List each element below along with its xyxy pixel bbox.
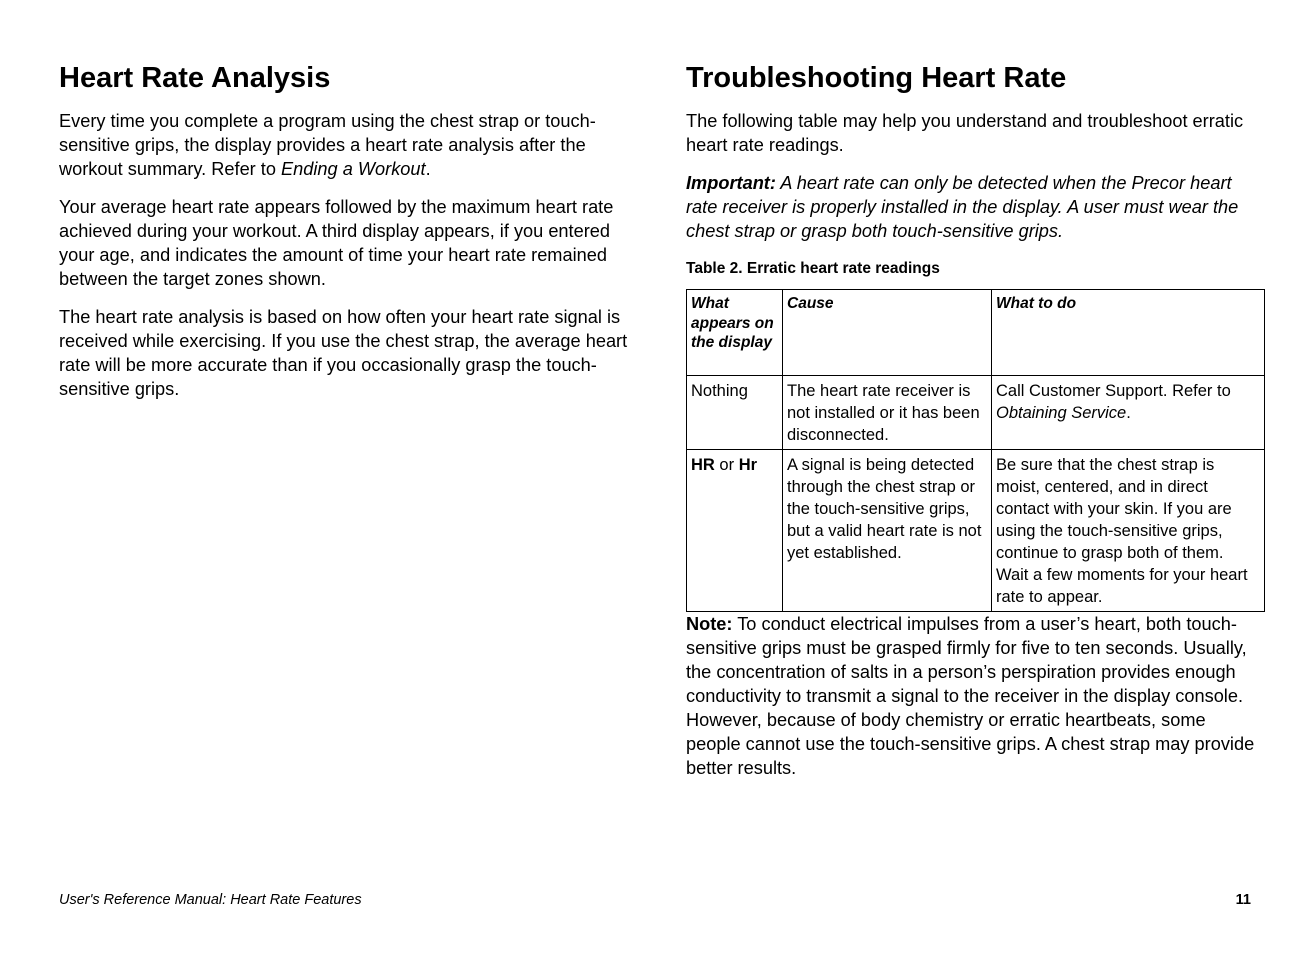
cell-punct: . — [1126, 404, 1131, 422]
cross-reference-obtaining-service: Obtaining Service — [996, 404, 1127, 422]
heading-troubleshooting: Troubleshooting Heart Rate — [686, 62, 1067, 94]
cell-what-to-do — [992, 376, 1265, 450]
table-header-row — [687, 290, 1265, 376]
cell-cause: A signal is being detected through the chest strap or the touch-sensitive grips, but a valid heart rate is not yet established. — [783, 450, 992, 612]
note-paragraph — [686, 612, 1264, 780]
cell-display-nothing: Nothing — [687, 376, 783, 450]
paragraph-troubleshooting-intro: The following table may help you understand and troubleshoot erratic heart rate readings. — [686, 111, 1244, 155]
header-cause: Cause — [783, 290, 992, 376]
header-what-to-do: What to do — [992, 290, 1265, 376]
paragraph-punct: . — [425, 159, 431, 179]
erratic-readings-table — [686, 289, 1265, 612]
page-number: 11 — [1235, 892, 1251, 908]
cell-what-to-do: Be sure that the chest strap is moist, centered, and in direct contact with your skin. If you are using the touch-sensitive grips, continue to grasp both of them. Wait a few moments for your heart rate to appear. — [992, 450, 1265, 612]
heading-heart-rate-analysis: Heart Rate Analysis — [59, 62, 331, 94]
note-text: To conduct electrical impulses from a user’s heart, both touch-sensitive grips must be grasped firmly for five to ten seconds. Usually, the concentration of salts in a person’s perspiration provides enough conductivity to transmit a signal to the receiver in the display console. However, because of body chemistry or erratic heartbeats, some people cannot use the touch-sensitive grips. A chest strap may provide better results. — [686, 614, 1255, 778]
cell-cause: The heart rate receiver is not installed or it has been disconnected. — [783, 376, 992, 450]
cross-reference-ending-a-workout: Ending a Workout — [281, 159, 426, 179]
table-caption: Table 2. Erratic heart rate readings — [686, 260, 940, 277]
paragraph-text: Every time you complete a program using the chest strap or touch-sensitive grips, the display provides a heart rate analysis after the workout summary. Refer to — [59, 111, 596, 179]
display-code-hr-mixed: Hr — [738, 456, 758, 474]
header-what-appears: What appears on the display — [687, 290, 783, 376]
cell-display-hr — [687, 450, 783, 612]
paragraph-analysis-intro — [59, 109, 631, 181]
table-row — [687, 376, 1265, 450]
important-notice — [686, 171, 1264, 243]
footer-title: User's Reference Manual: Heart Rate Features — [59, 892, 362, 908]
right-column — [686, 58, 1264, 794]
display-code-hr-upper: HR — [691, 456, 715, 474]
important-label: Important: — [686, 173, 776, 193]
table-row — [687, 450, 1265, 612]
important-text: A heart rate can only be detected when the Precor heart rate receiver is properly installed in the display. A user must wear the chest strap or grasp both touch-sensitive grips. — [686, 173, 1239, 241]
left-column — [59, 58, 631, 415]
paragraph-average-heart-rate: Your average heart rate appears followed by the maximum heart rate achieved during your workout. A third display appears, if you entered your age, and indicates the amount of time your heart rate remained between the target zones shown. — [59, 197, 614, 289]
note-label: Note: — [686, 614, 733, 634]
display-or: or — [714, 456, 739, 474]
cell-text: Call Customer Support. Refer to — [996, 382, 1231, 400]
paragraph-analysis-basis: The heart rate analysis is based on how often your heart rate signal is received while exercising. If you use the chest strap, the average heart rate will be more accurate than if you occasionally grasp the touch-sensitive grips. — [59, 307, 628, 399]
